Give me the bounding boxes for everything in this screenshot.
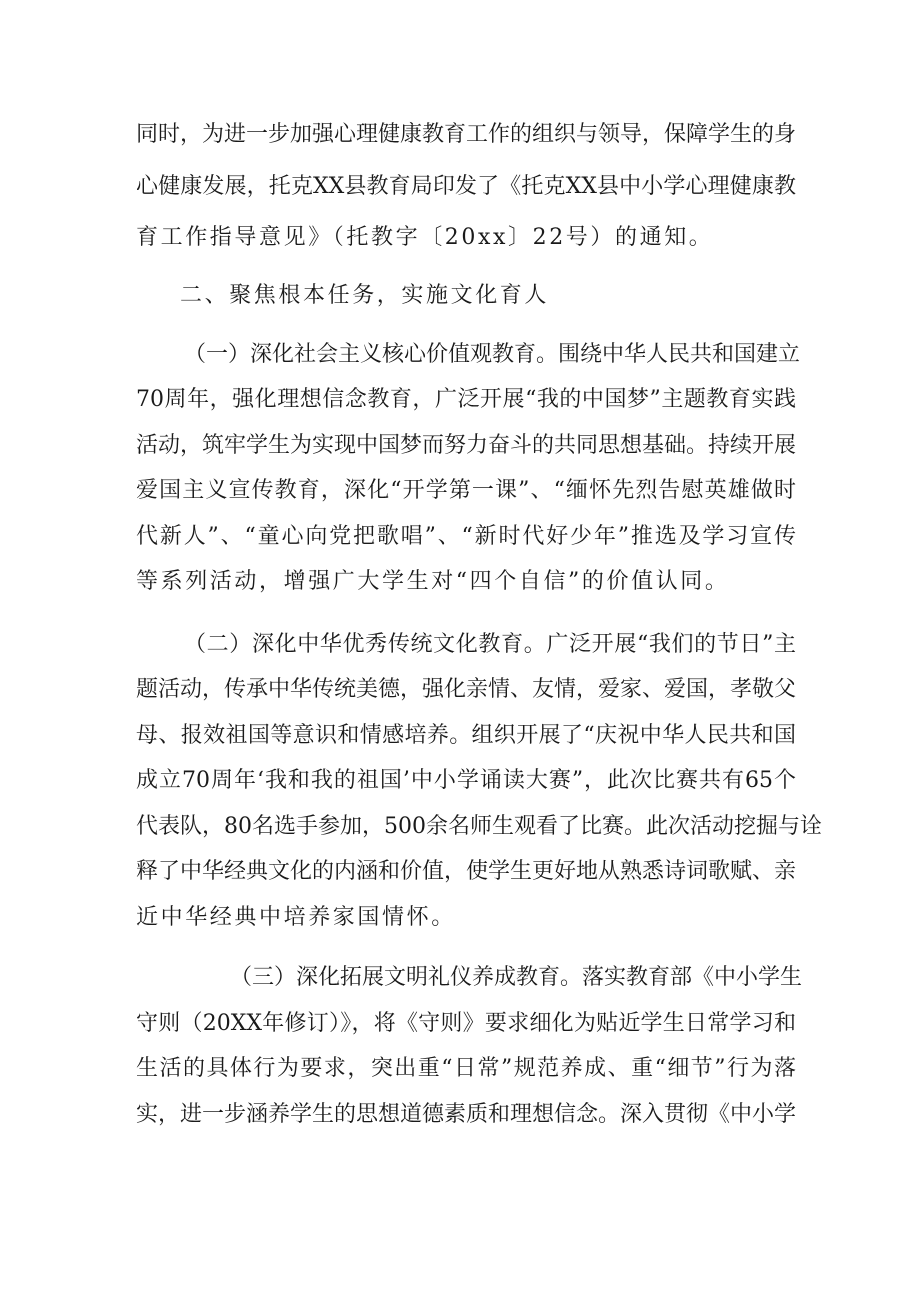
text-line: 实，进一步涵养学生的思想道德素质和理想信念。深入贯彻《中小学 xyxy=(136,1102,797,1127)
text-line: 等系列活动，增强广大学生对“四个自信”的价值认同。 xyxy=(136,569,730,594)
text-line: 题活动，传承中华传统美德，强化亲情、友情，爱家、爱国，孝敬父 xyxy=(136,677,797,702)
text-line: 成立70周年‘我和我的祖国’中小学诵读大赛”，此次比赛共有65个 xyxy=(136,768,796,793)
text-line: 母、报效祖国等意识和情感培养。组织开展了“庆祝中华人民共和国 xyxy=(136,723,796,748)
text-line: 活动，筑牢学生为实现中国梦而努力奋斗的共同思想基础。持续开展 xyxy=(136,433,797,458)
text-line: 生活的具体行为要求，突出重“日常”规范养成、重“细节”行为落 xyxy=(136,1056,796,1081)
text-line: （二）深化中华优秀传统文化教育。广泛开展“我们的节日”主 xyxy=(184,632,796,657)
section-heading: 二、聚焦根本任务，实施文化育人 xyxy=(180,283,550,308)
text-line: 育工作指导意见》（托教字〔20xx〕22号）的通知。 xyxy=(136,225,714,250)
text-line: 心健康发展，托克XX县教育局印发了《托克XX县中小学心理健康教 xyxy=(136,174,796,199)
text-line: （三）深化拓展文明礼仪养成教育。落实教育部《中小学生 xyxy=(230,965,803,990)
text-line: 同时，为进一步加强心理健康教育工作的组织与领导，保障学生的身 xyxy=(136,122,797,147)
text-line: 守则（20XX年修订）》，将《守则》要求细化为贴近学生日常学习和 xyxy=(136,1011,796,1036)
text-line: 代新人”、“童心向党把歌唱”、“新时代好少年”推选及学习宣传 xyxy=(136,524,796,549)
text-line: 爱国主义宣传教育，深化“开学第一课”、“缅怀先烈告慰英雄做时 xyxy=(136,478,796,503)
text-line: 代表队，80名选手参加，500余名师生观看了比赛。此次活动挖掘与诠 xyxy=(136,814,822,839)
text-line: 释了中华经典文化的内涵和价值，使学生更好地从熟悉诗词歌赋、亲 xyxy=(136,859,797,884)
text-line: 70周年，强化理想信念教育，广泛开展“我的中国梦”主题教育实践 xyxy=(136,387,796,412)
text-line: 近中华经典中培养家国情怀。 xyxy=(136,905,456,930)
text-line: （一）深化社会主义核心价值观教育。围绕中华人民共和国建立 xyxy=(184,342,801,367)
